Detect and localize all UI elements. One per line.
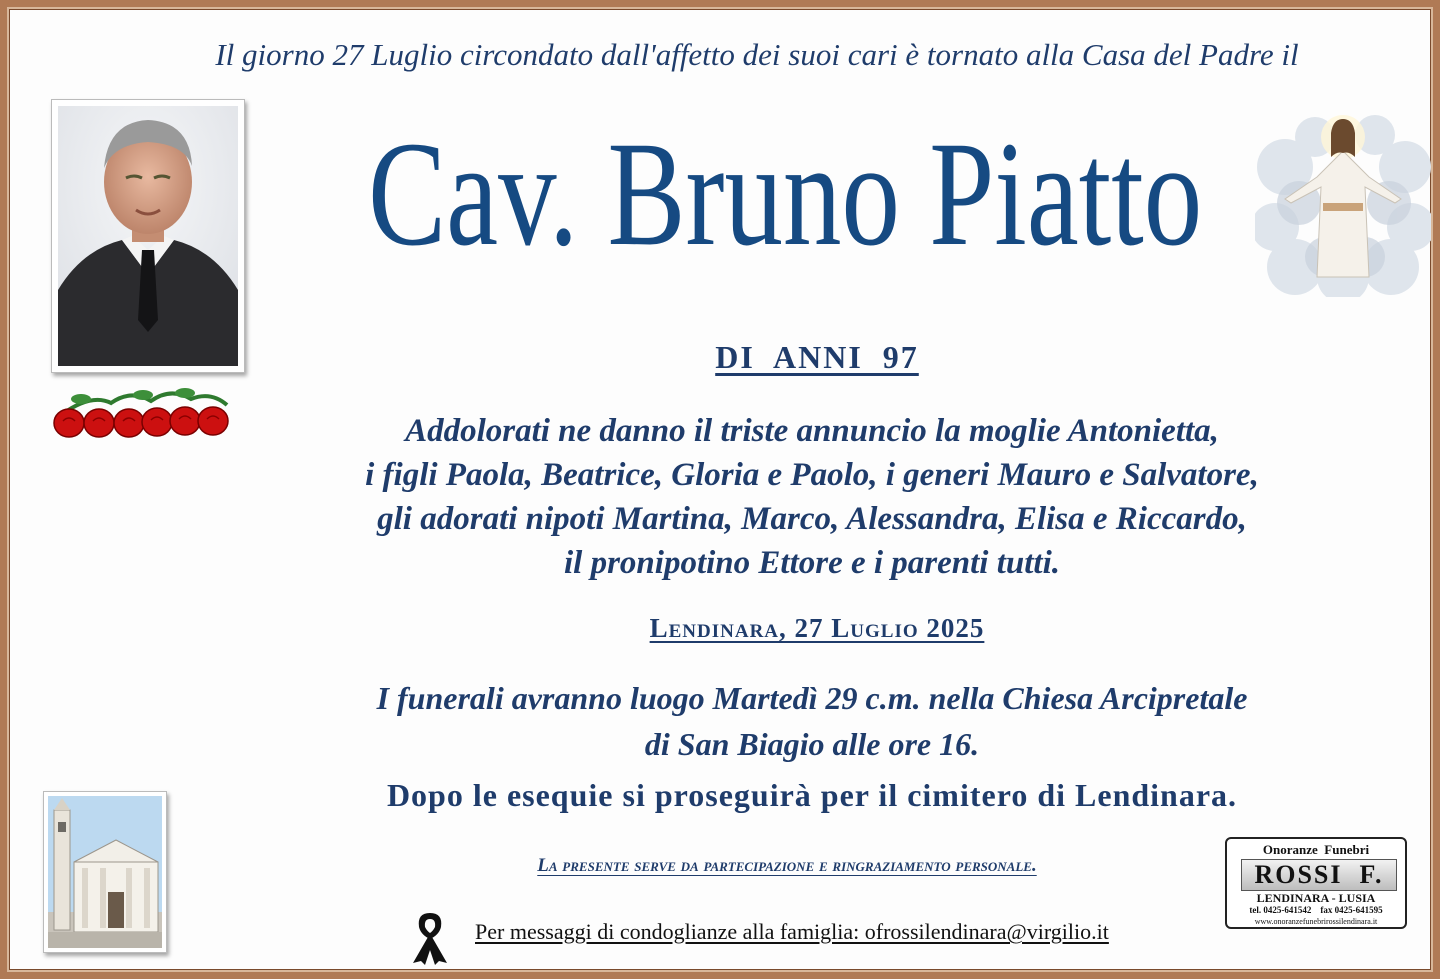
- place-date: Lendinara, 27 Luglio 2025: [649, 613, 985, 643]
- portrait-image: [52, 100, 244, 372]
- funeral-details: [257, 675, 1367, 767]
- place-date-line: [507, 613, 1127, 644]
- announcement-line: Addolorati ne danno il triste annuncio la moglie Antonietta,: [405, 413, 1219, 449]
- deceased-name: Cav. Bruno Piatto: [368, 111, 1203, 277]
- funeral-home-logo: [1225, 837, 1407, 929]
- logo-name: ROSSI F.: [1241, 859, 1397, 891]
- thanks-line: [337, 855, 1237, 877]
- thanks-text: La presente serve da partecipazione e ringraziamento personale.: [537, 855, 1037, 876]
- announcement-line: i figli Paola, Beatrice, Gloria e Paolo, i generi Mauro e Salvatore,: [365, 457, 1259, 493]
- logo-city: LENDINARA - LUSIA: [1256, 891, 1376, 905]
- age-line: [567, 339, 1067, 376]
- logo-top-text: Onoranze Funebri: [1262, 842, 1370, 857]
- portrait-photo: [51, 99, 245, 373]
- logo-website[interactable]: www.onoranzefunebrirossilendinara.it: [1254, 917, 1378, 926]
- roses-image: [51, 385, 233, 443]
- condolence-message: [475, 919, 1155, 945]
- intro-text: Il giorno 27 Luglio circondato dall'affetto dei suoi cari è tornato alla Casa del Padre il: [215, 37, 1299, 72]
- condolence-text[interactable]: Per messaggi di condoglianze alla famiglia: ofrossilendinara@virgilio.it: [475, 919, 1109, 944]
- burial-text: Dopo le esequie si proseguirà per il cimitero di Lendinara.: [386, 777, 1238, 813]
- church-photo: [43, 791, 167, 953]
- jesus-in-clouds-image: [1255, 107, 1431, 297]
- logo-phones: tel. 0425-641542 fax 0425-641595: [1249, 905, 1383, 915]
- announcement-line: il pronipotino Ettore e i parenti tutti.: [564, 545, 1060, 581]
- funeral-line: I funerali avranno luogo Martedì 29 c.m. nella Chiesa Arcipretale: [376, 680, 1248, 716]
- announcement-text: [257, 409, 1367, 585]
- funeral-line: di San Biagio alle ore 16.: [644, 726, 980, 762]
- announcement-line: gli adorati nipoti Martina, Marco, Alessandra, Elisa e Riccardo,: [377, 501, 1247, 537]
- age-text: DI ANNI 97: [715, 339, 919, 375]
- mourning-ribbon-icon: [407, 909, 453, 965]
